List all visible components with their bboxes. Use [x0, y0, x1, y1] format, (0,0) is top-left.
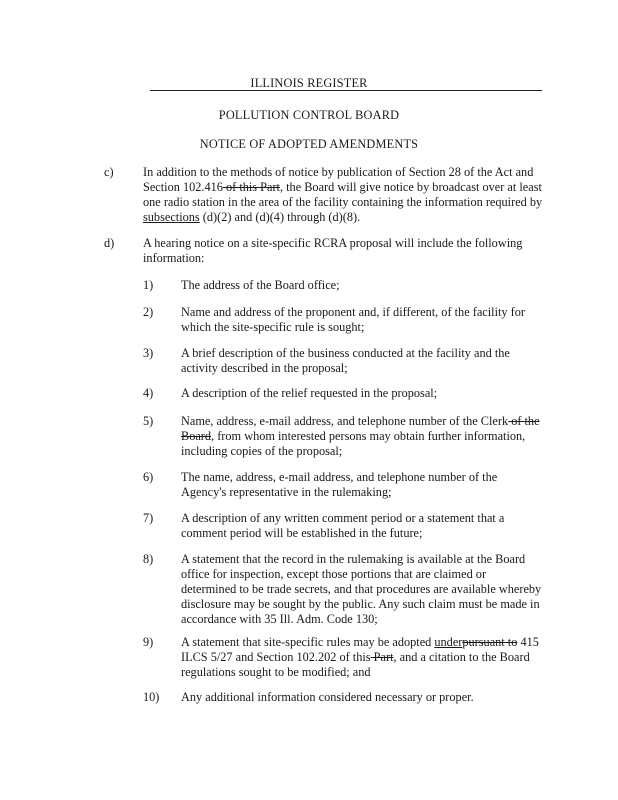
item-3-num: 3): [143, 346, 154, 360]
item-8-text: A statement that the record in the rulemaking is available at the Board office for inspection, except those portions that are claimed or determined to be trade secrets, and that procedures are available whereby disclosure may be sought by the public. Any such claim must be made in accordance with 35 Ill. Adm. Code 130;: [181, 552, 542, 626]
item-9-underline: under: [434, 635, 463, 649]
section-c-t2: , the Board will give notice by broadcast over at least one radio station in the area of the facility containing the information required by: [143, 180, 543, 209]
item-4-text: A description of the relief requested in the proposal;: [181, 386, 438, 400]
board-title: POLLUTION CONTROL BOARD: [218, 108, 400, 122]
section-c-text: [143, 165, 543, 225]
item-7-num: 7): [143, 511, 154, 525]
item-5-num: 5): [143, 414, 154, 428]
item-9-t2: 415 ILCS 5/27 and Section 102.202 of this: [181, 635, 539, 664]
item-2-text: Name and address of the proponent and, if different, of the facility for which the site-specific rule is sought;: [181, 305, 525, 334]
section-c-label: c): [104, 165, 114, 179]
item-5-t1: Name, address, e-mail address, and telephone number of the Clerk: [181, 414, 509, 428]
section-c-t1: In addition to the methods of notice by publication of Section 28 of the Act and Section 102.416: [143, 165, 534, 194]
register-title: ILLINOIS REGISTER: [250, 76, 368, 90]
item-2-num: 2): [143, 305, 154, 319]
item-5-text: [181, 414, 543, 459]
item-10-text: Any additional information considered necessary or proper.: [181, 690, 474, 704]
item-1-text: The address of the Board office;: [181, 278, 340, 292]
item-10-num: 10): [143, 690, 160, 704]
item-1-num: 1): [143, 278, 154, 292]
item-6-num: 6): [143, 470, 154, 484]
item-9-strike-2: Part: [370, 650, 394, 664]
item-5-t2: , from whom interested persons may obtain further information, including copies of the proposal;: [181, 429, 526, 458]
item-7-text: A description of any written comment period or a statement that a comment period will be established in the future;: [181, 511, 505, 540]
item-6-text: The name, address, e-mail address, and telephone number of the Agency's representative in the rulemaking;: [181, 470, 498, 499]
item-9-text: [181, 635, 543, 680]
header-rule: [150, 90, 542, 91]
section-c-t3: (d)(2) and (d)(4) through (d)(8).: [199, 210, 361, 224]
item-4-num: 4): [143, 386, 154, 400]
section-c-underline: subsections: [143, 210, 200, 224]
item-5-strike: of the Board: [181, 414, 540, 443]
item-9-num: 9): [143, 635, 154, 649]
item-9-t1: A statement that site-specific rules may be adopted: [181, 635, 435, 649]
item-9-t3: , and a citation to the Board regulations sought to be modified; and: [181, 650, 530, 679]
section-c-strike: of this Part: [222, 180, 280, 194]
item-3-text: A brief description of the business conducted at the facility and the activity described in the proposal;: [181, 346, 510, 375]
section-d-text: A hearing notice on a site-specific RCRA proposal will include the following information:: [143, 236, 523, 265]
section-d-label: d): [104, 236, 115, 250]
item-8-num: 8): [143, 552, 154, 566]
item-9-strike-1: pursuant to: [462, 635, 518, 649]
notice-title: NOTICE OF ADOPTED AMENDMENTS: [199, 137, 419, 151]
